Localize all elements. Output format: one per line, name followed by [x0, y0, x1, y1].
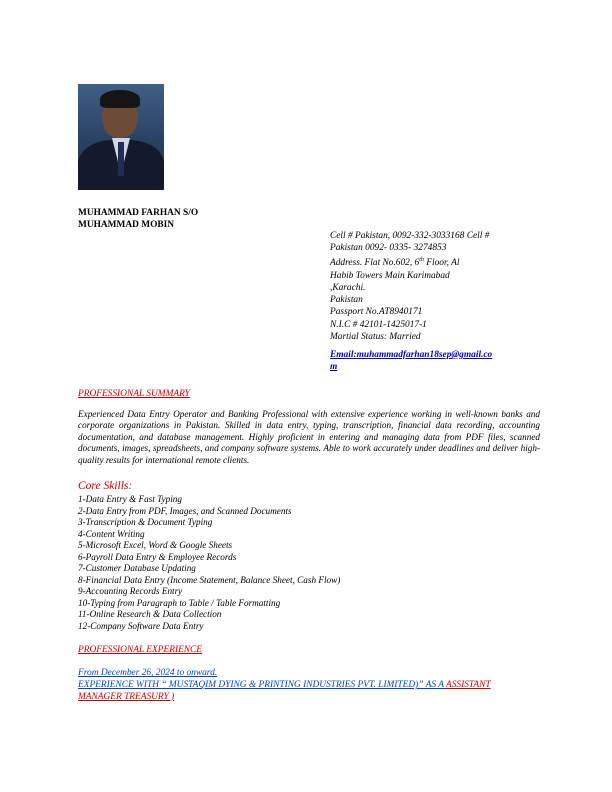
skill-item: 5-Microsoft Excel, Word & Google Sheets — [78, 540, 233, 550]
skill-item: 10-Typing from Paragraph to Table / Table Formatting — [78, 597, 281, 608]
contact-passport: Passport No.AT8940171 — [330, 307, 423, 318]
photo-tie — [118, 142, 124, 176]
profile-photo — [78, 84, 164, 190]
contact-address-2: Habib Towers Main Karimabad — [330, 270, 450, 281]
skill-item: 7-Customer Database Updating — [78, 563, 196, 573]
contact-address: Address. Flat No.602, 6th Floor, Al — [330, 257, 460, 269]
name-line-2: MUHAMMAD MOBIN — [78, 219, 175, 230]
skill-item: 4-Content Writing — [78, 528, 145, 539]
email-link-continued[interactable]: m — [330, 362, 338, 373]
skill-item: 11-Online Research & Data Collection — [78, 609, 222, 619]
summary-heading: PROFESSIONAL SUMMARY — [78, 389, 190, 399]
contact-cell-2: Pakistan 0092- 0335- 3274853 — [330, 243, 447, 254]
name-line-1: MUHAMMAD FARHAN S/O — [78, 208, 199, 218]
skill-item: 1-Data Entry & Fast Typing — [78, 494, 182, 504]
contact-marital-status: Martial Status: Married — [330, 331, 421, 342]
experience-role: ASSISTANT — [445, 680, 491, 690]
skill-item: 8-Financial Data Entry (Income Statement, Balance Sheet, Cash Flow) — [78, 574, 341, 585]
skill-item: 6-Payroll Data Entry & Employee Records — [78, 551, 237, 562]
experience-date: From December 26, 2024 to onward. — [78, 668, 218, 678]
skill-item: 9-Accounting Records Entry — [78, 586, 183, 596]
experience-company: EXPERIENCE WITH “ MUSTAQIM DYING & PRINTING INDUSTRIES PVT. LIMITED)” AS A — [78, 680, 446, 690]
email-line-2-wrap — [330, 361, 510, 373]
contact-block — [330, 230, 510, 373]
email-link[interactable]: Email:muhammadfarhan18sep@gmail.co — [330, 349, 493, 360]
contact-nic: N.I.C # 42101-1425017-1 — [330, 319, 427, 330]
contact-cell: Cell # Pakistan, 0092-332-3033168 Cell # — [330, 231, 490, 241]
skill-item: 3-Transcription & Document Typing — [78, 517, 213, 527]
skills-heading: Core Skills: — [78, 480, 133, 492]
skills-list — [78, 494, 340, 632]
candidate-name — [78, 208, 198, 231]
photo-hair — [100, 90, 140, 108]
summary-text: Experienced Data Entry Operator and Banking Professional with extensive experience working in well-known banks and corporate organizations in Pakistan. Skilled in data entry, typing, transcription, financial data recording, accounting documentation, and database management. Highly proficient in entering and managing data from PDF files, scanned documents, images, spreadsheets, and company software systems. Able to work accurately under deadlines and deliver high-quality results for international remote clients. — [78, 409, 540, 465]
experience-heading: PROFESSIONAL EXPERIENCE — [78, 645, 203, 655]
experience-role-continued: MANAGER TREASURY ) — [78, 691, 175, 702]
experience-entry — [78, 680, 548, 703]
contact-country: Pakistan — [330, 295, 363, 306]
skill-item: 2-Data Entry from PDF, Images, and Scanned Documents — [78, 505, 292, 516]
contact-city: ,Karachi. — [330, 282, 366, 293]
email-line-1-wrap — [330, 349, 510, 361]
skill-item: 12-Company Software Data Entry — [78, 620, 204, 631]
